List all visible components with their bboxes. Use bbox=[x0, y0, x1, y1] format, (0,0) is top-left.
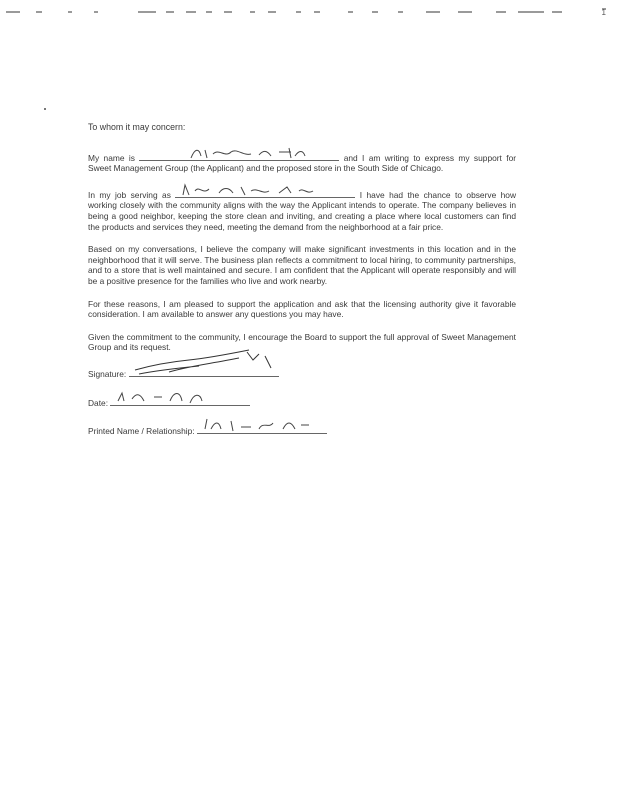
signature-line bbox=[88, 365, 516, 380]
letter-body bbox=[88, 122, 516, 451]
p2-rest: I have had the chance to observe how working closely with the community aligns with the way the Applicant intends to operate. The company believes in being a good neighbor, keeping the store clean and inviting, and creating a place where local customers can find the products and services they need, meeting the demand from the neighborhood at a fair price. bbox=[88, 189, 517, 232]
fax-transmission-header bbox=[6, 8, 606, 18]
handwriting-name-icon bbox=[139, 146, 339, 160]
paragraph-4: For these reasons, I am pleased to support the application and ask that the licensing authority give it favorable consideration. I am available to answer any questions you may have. bbox=[88, 298, 516, 320]
date-line bbox=[88, 394, 516, 409]
page-number: 1 bbox=[601, 8, 606, 17]
paragraph-1 bbox=[88, 149, 516, 174]
p1-rest: and I am writing to express my support for Sweet Management Group (the Applicant) and the proposed store in the South Side of Chicago. bbox=[88, 152, 517, 174]
signature-icon bbox=[129, 348, 299, 378]
salutation: To whom it may concern: bbox=[88, 122, 186, 132]
paragraph-3: Based on my conversations, I believe the company will make significant investments in this location and in the neighborhood that it will serve. The business plan reflects a commitment to local hiring, to community partnerships, and to a store that is well maintained and secure. I am confident that the Applicant will operate responsibly and will be a positive presence for the families who live and work nearby. bbox=[88, 244, 516, 286]
paragraph-5: Given the commitment to the community, I encourage the Board to support the full approval of Sweet Management Group and its request. bbox=[88, 331, 516, 353]
p1-lead: My name is bbox=[88, 152, 135, 163]
handwriting-role-icon bbox=[175, 183, 355, 197]
date-label: Date: bbox=[88, 397, 109, 408]
handwritten-name bbox=[139, 149, 339, 161]
handwritten-printed-name bbox=[197, 422, 327, 434]
handwritten-date bbox=[110, 394, 250, 406]
signature bbox=[129, 365, 279, 377]
handwritten-role bbox=[175, 186, 355, 198]
handwriting-printed-name-icon bbox=[197, 417, 327, 433]
scan-speck bbox=[44, 108, 46, 110]
printed-name-line bbox=[88, 422, 516, 437]
p2-lead: In my job serving as bbox=[88, 189, 171, 200]
handwriting-date-icon bbox=[110, 389, 250, 405]
printed-name-label: Printed Name / Relationship: bbox=[88, 426, 195, 437]
signature-label: Signature: bbox=[88, 368, 127, 379]
paragraph-2 bbox=[88, 186, 516, 232]
